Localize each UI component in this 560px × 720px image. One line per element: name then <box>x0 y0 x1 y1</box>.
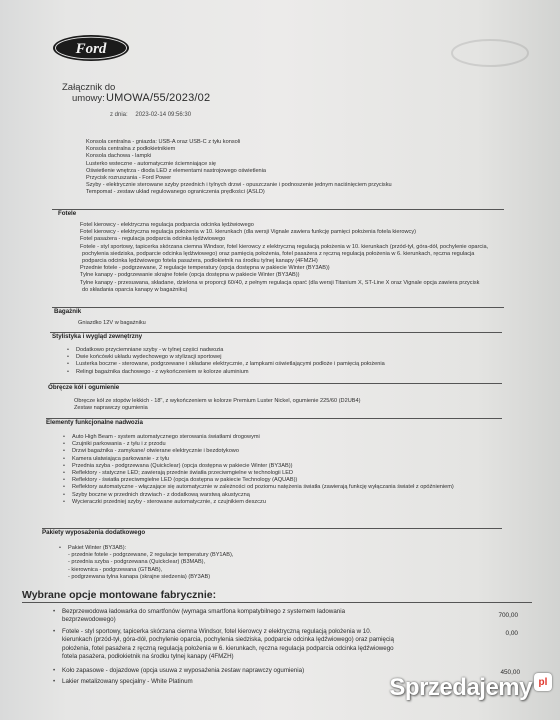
option-text: • Bezprzewodowa ładowarka do smartfonów (wymaga smartfona kompatybilnego z systemem ładowania <box>62 608 532 616</box>
list-item: • Reflektory automatyczne - włączające się automatycznie w zależności od poziomu natężenia światła (zawierają funkcję wyłączania świateł z opóźnieniem) <box>72 484 454 491</box>
list-item-cont: do składania oparcia kanapy w bagażniku) <box>82 286 188 293</box>
option-text-cont: bezprzewodowego) <box>62 616 116 624</box>
contract-number: UMOWA/55/2023/02 <box>106 92 211 104</box>
fotele-list <box>80 222 488 294</box>
list-item: • Czujniki parkowania - z tyłu i z przodu <box>72 441 454 448</box>
options-title: Wybrane opcje montowane fabrycznie: <box>22 589 217 601</box>
list-item: Tylne kanapy - podgrzewanie skrajne fotele (opcja dostępna w pakiecie Winter (BY3AB)) <box>80 272 300 279</box>
stylistyka-list <box>76 347 385 376</box>
list-item: Tempomat - zestaw układ regulowanego ograniczenia prędkości (ASLD) <box>86 189 265 196</box>
option-row <box>62 608 532 626</box>
date-row <box>110 112 191 118</box>
watermark-badge-icon <box>534 673 552 691</box>
section-title-fotele: Fotele <box>58 210 77 217</box>
list-item-cont: pochylenia siedziska, podparcie odcinka lędźwiowego) oraz pamięcią położenia, fotel pasażera z ręczną regulacją położenia w 6. kierunkach, ręczna regulacja <box>82 250 475 257</box>
list-item: Konsola dachowa - lampki <box>86 153 152 160</box>
annex-label-line2: umowy: <box>72 93 105 104</box>
list-item-sub: - kierownica - podgrzewana (GTBAB), <box>68 566 163 573</box>
list-item: • Auto High Beam - system automatycznego sterowania światłami drogowymi <box>72 434 454 441</box>
watermark-text: Sprzedajemy <box>389 674 532 701</box>
list-item: Przednie fotele - podgrzewane, 2 regulacje temperatury (opcja dostępna w pakiecie Winter (BY3AB)) <box>80 265 330 272</box>
list-item: • Pakiet Winter (BY3AB): <box>68 545 233 552</box>
list-item-sub: - podgrzewana tylna kanapa (skrajne siedzenia) (BY3AB) <box>68 573 211 580</box>
option-text-cont: położenia, fotel pasażera z ręczną regulacją położenia w 6. kierunkach, ręczna regulacja podparcia odcinka lędźwiowego <box>62 644 394 652</box>
list-item: • Dwie końcówki układu wydechowego w stylizacji sportowej <box>76 354 385 361</box>
list-item: • Szyby boczne w przednich drzwiach - z dodatkową warstwą akustyczną <box>72 492 454 499</box>
section-divider <box>52 307 504 308</box>
list-item: • Przednia szyba - podgrzewana (Quickclear) (opcja dostępna w pakiecie Winter (BY3AB)) <box>72 463 454 470</box>
list-item: Fotel pasażera - regulacja podparcia odcinka lędźwiowego <box>80 236 226 243</box>
list-item: Zestaw naprawczy ogumienia <box>74 405 148 412</box>
option-text: • Fotele - styl sportowy, tapicerka skórzana ciemna Windsor, fotel kierowcy z elektryczną regulacją położenia w 10. <box>62 628 532 636</box>
ford-logo <box>52 34 130 62</box>
bagaznik-list <box>78 320 146 327</box>
section-title-bagaznik: Bagażnik <box>54 308 82 315</box>
funkcjonalne-list <box>72 434 454 506</box>
list-item: • Reflektory - statyczne LED; zawierają przednie światła przeciwmgielne w technologii LED <box>72 470 454 477</box>
list-item: Konsola centralna z podłokietnikiem <box>86 146 176 153</box>
list-item: • Wycieraczki przedniej szyby - sterowane automatycznie, z czujnikiem deszczu <box>72 499 454 506</box>
list-item-sub: - przednia szyba - podgrzewana (Quickclear) (B3MAB), <box>68 559 206 566</box>
option-text: • Koło zapasowe - dojazdowe (opcja usuwa z wyposażenia zestaw naprawczy ogumienia) <box>62 667 532 675</box>
list-item: • Lusterka boczne - sterowane, podgrzewane i składane elektrycznie, z lampkami oświetlającymi podłoże i pamięcią położenia <box>76 361 385 368</box>
date-label: z dnia: <box>110 112 128 118</box>
list-item: Konsola centralna - gniazda: USB-A oraz USB-C z tyłu konsoli <box>86 139 241 145</box>
section-title-stylistyka: Stylistyka i wygląd zewnętrzny <box>52 333 143 340</box>
section-title-obrecze: Obręcze kół i ogumienie <box>48 384 120 391</box>
list-item: Fotele - styl sportowy, tapicerka skórzana ciemna Windsor, fotel kierowcy z elektryczną regulacją położenia w 10. kierunkach (przód-tył, góra-dół, pochylenie oparcia, <box>80 243 489 250</box>
ford-logo-text: Ford <box>75 41 107 57</box>
option-price: 450,00 <box>500 669 520 676</box>
intro-list <box>86 139 392 197</box>
list-item: Oświetlenie wnętrza - dioda LED z elementami nastrojowego oświetlenia <box>86 167 267 174</box>
option-text-cont: kierunkach (przód-tył, góra-dół, pochylenie oparcia, pochylenia siedziska, podparcie odcinka lędźwiowego) oraz pamięcią <box>62 636 394 644</box>
list-item: Lusterko wsteczne - automatycznie ściemniające się <box>86 160 216 167</box>
section-divider <box>52 209 504 210</box>
list-item-cont: podparcia odcinka lędźwiowego fotela pasażera, podłokietnik na środku tylnej kanapy (4FMZH) <box>82 258 318 265</box>
list-item: Gniazdko 12V w bagażniku <box>78 320 146 326</box>
list-item: • Dodatkowo przyciemniane szyby - w tylnej części nadwozia <box>76 347 385 354</box>
sprzedajemy-watermark <box>389 674 552 702</box>
section-title-funkcjonalne: Elementy funkcjonalne nadwozia <box>46 419 143 426</box>
obrecze-list <box>74 398 360 412</box>
list-item: Szyby - elektrycznie sterowane szyby przednich i tylnych drzwi - opuszczanie i podnoszenie jednym naciśnięciem przycisku <box>86 182 392 189</box>
option-price: 0,00 <box>505 630 518 637</box>
list-item: • Kamera ułatwiająca parkowanie - z tyłu <box>72 456 454 463</box>
option-text-cont: fotela pasażera, podłokietnik na środku tylnej kanapy (4FMZH) <box>62 653 234 661</box>
list-item: Fotel kierowcy - elektryczna regulacja podparcia odcinka lędźwiowego <box>80 222 254 228</box>
section-divider <box>22 602 532 603</box>
list-item-sub: - przednie fotele - podgrzewane, 2 regulacje temperatury (BY1AB), <box>68 552 234 559</box>
option-price: 700,00 <box>498 612 518 619</box>
watermark-badge-text: pl <box>538 676 548 688</box>
option-text: • Lakier metalizowany specjalny - White Platinum <box>62 678 532 686</box>
list-item: • Relingi bagażnika dachowego - z wykończeniem w kolorze aluminium <box>76 369 385 376</box>
list-item: • Reflektory - światła przeciwmgielne LED (opcja dostępna w pakiecie Technology (AQUAB)) <box>72 477 454 484</box>
annex-label-line1: Załącznik do <box>62 82 116 93</box>
ghost-logo-icon <box>450 38 530 68</box>
list-item: • Drzwi bagażnika - zamykane/ otwierane elektrycznie i bezdotykowo <box>72 448 454 455</box>
list-item: Przycisk rozruszania - Ford Power <box>86 175 172 182</box>
list-item: Fotel kierowcy - elektryczna regulacja położenia w 10. kierunkach (dla wersji Vignale zawiera funkcję pamięci położenia fotela kierowcy) <box>80 229 416 236</box>
section-title-pakiety: Pakiety wyposażenia dodatkowego <box>42 529 146 536</box>
option-row <box>62 628 532 663</box>
list-item: Tylne kanapy - przesuwana, składane, dzielona w proporcji 60/40, z pełnym regulacja oparć (dla wersji Titanium X, ST-Line X oraz Vignale opcja zawiera przycisk <box>80 279 480 286</box>
pakiety-list <box>68 545 233 581</box>
date-value: 2023-02-14 09:56:30 <box>135 112 192 118</box>
list-item: Obręcze kół ze stopów lekkich - 18", z wykończeniem w kolorze Premium Luster Nickel, ogumienie 225/60 (D2UB4) <box>74 398 361 404</box>
